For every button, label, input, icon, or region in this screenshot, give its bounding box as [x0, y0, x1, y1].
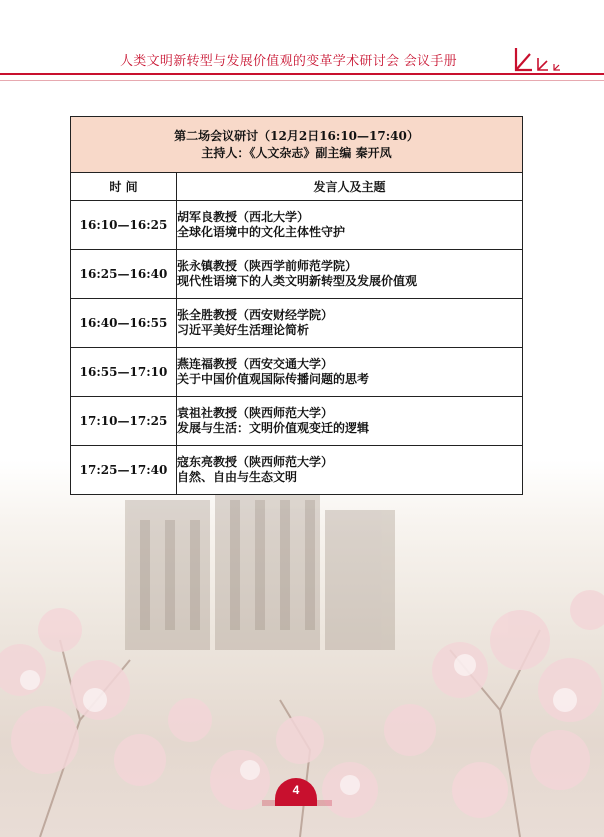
header-title: 人类文明新转型与发展价值观的变革学术研讨会 会议手册	[120, 54, 457, 69]
row-speaker: 燕连福教授（西安交通大学）	[177, 357, 334, 371]
header-logo-marks	[508, 44, 578, 74]
page-number: 4	[292, 783, 300, 797]
session-header-row	[71, 117, 523, 173]
row-speaker: 寇东亮教授（陕西师范大学）	[177, 455, 334, 469]
schedule-table	[70, 116, 523, 495]
row-time: 16:55—17:10	[71, 348, 177, 397]
header-rule	[0, 73, 604, 75]
row-topic: 发展与生活：文明价值观变迁的逻辑	[177, 421, 370, 435]
row-topic: 现代性语境下的人类文明新转型及发展价值观	[177, 274, 418, 288]
row-talk	[177, 348, 523, 397]
row-time: 17:25—17:40	[71, 446, 177, 495]
session-host: 主持人：《人文杂志》副主编 秦开凤	[201, 145, 392, 160]
row-time: 17:10—17:25	[71, 397, 177, 446]
row-talk	[177, 397, 523, 446]
column-header-talk: 发言人及主题	[177, 173, 523, 201]
column-header-time: 时 间	[71, 173, 177, 201]
row-topic: 习近平美好生活理论简析	[177, 323, 310, 337]
row-speaker: 张全胜教授（西安财经学院）	[177, 308, 334, 322]
row-talk	[177, 250, 523, 299]
row-speaker: 袁祖社教授（陕西师范大学）	[177, 406, 334, 420]
table-row	[71, 299, 523, 348]
row-time: 16:25—16:40	[71, 250, 177, 299]
row-time: 16:10—16:25	[71, 201, 177, 250]
row-speaker: 张永镇教授（陕西学前师范学院）	[177, 259, 358, 273]
row-time: 16:40—16:55	[71, 299, 177, 348]
table-row	[71, 446, 523, 495]
row-talk	[177, 201, 523, 250]
row-speaker: 胡军良教授（西北大学）	[177, 210, 310, 224]
table-row	[71, 397, 523, 446]
row-topic: 全球化语境中的文化主体性守护	[177, 225, 346, 239]
table-row	[71, 348, 523, 397]
header-rule-light	[0, 80, 604, 81]
session-title: 第二场会议研讨（12月2日16:10—17:40）	[174, 128, 419, 143]
row-talk	[177, 446, 523, 495]
session-header-cell	[71, 117, 523, 173]
row-topic: 关于中国价值观国际传播问题的思考	[177, 372, 370, 386]
table-row	[71, 201, 523, 250]
column-header-row	[71, 173, 523, 201]
row-talk	[177, 299, 523, 348]
table-row	[71, 250, 523, 299]
row-topic: 自然、自由与生态文明	[177, 470, 298, 484]
